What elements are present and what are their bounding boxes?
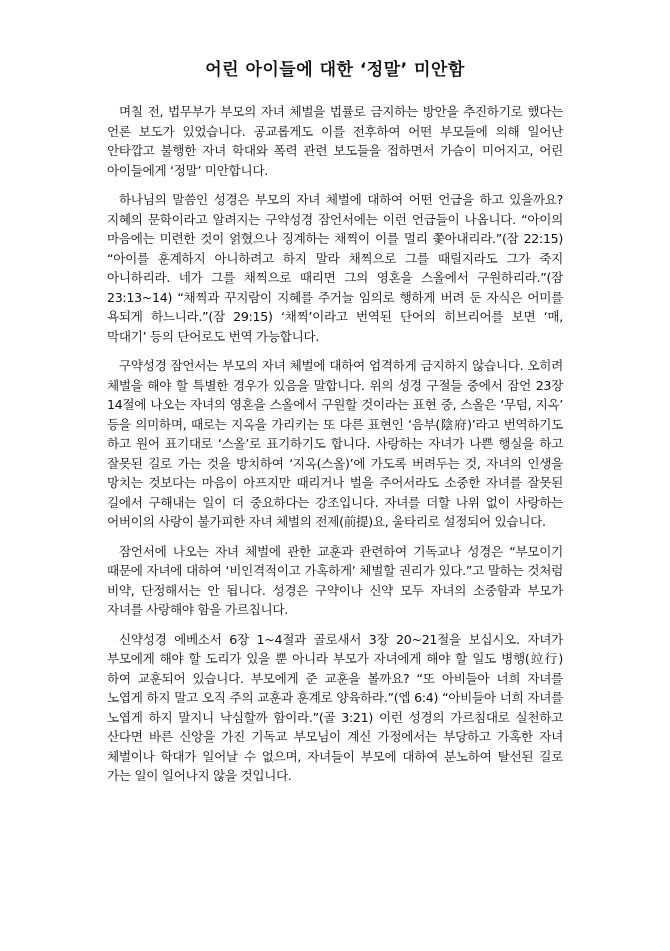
paragraph-1: 며칠 전, 법무부가 부모의 자녀 체벌을 법률로 금지하는 방안을 추진하기로 했다는 언론 보도가 있었습니다. 공교롭게도 이를 전후하여 어떤 부모들에 의해 일어난 안타깝고 불행한 자녀 학대와 폭력 관련 보도들을 접하면서 가슴이 미어지고, 어린 아이들에게 ‘정말’ 미안합니다. <box>107 104 563 178</box>
page-title: 어린 아이들에 대한 ‘정말’ 미안함 <box>205 60 465 80</box>
paragraph-5: 신약성경 에베소서 6장 1~4절과 골로새서 3장 20~21절을 보십시오. 자녀가 부모에게 해야 할 도리가 있을 뿐 아니라 부모가 자녀에게 해야 할 일도 병행(竝行)하여 교훈되어 있습니다. 부모에게 준 교훈을 볼까요? “또 아비들아 너희 자녀를 노엽게 하지 말고 오직 주의 교훈과 훈계로 양육하라.”(엡 6:4) “아비들아 너희 자녀를 노엽게 하지 말지니 낙심할까 함이라.”(골 3:21) 이런 성경의 가르침대로 실천하고 산다면 바른 신앙을 가진 기독교 부모님이 계신 가정에서는 부당하고 가혹한 자녀 체벌이나 학대가 일어날 수 없으며, 자녀들이 부모에 대하여 분노하여 탈선된 길로 가는 일이 일어나지 않을 것입니다. <box>107 631 563 783</box>
paragraph-2: 하나님의 말씀인 성경은 부모의 자녀 체벌에 대하여 어떤 언급을 하고 있을까요? 지혜의 문학이라고 알려지는 구약성경 잠언서에는 이런 언급들이 나옵니다. “아이의 마음에는 미련한 것이 얽혔으나 징계하는 채찍이 이를 멀리 쫓아내리라.”(잠 22:15) “아이를 훈계하지 아니하려고 하지 말라 채찍으로 그를 때릴지라도 그가 죽지 아니하리라. 네가 그를 채찍으로 때리면 그의 영혼을 스올에서 구원하리라.”(잠 23:13~14) “채찍과 꾸지람이 지혜를 주거늘 임의로 행하게 버려 둔 자식은 어미를 욕되게 하느니라.”(잠 29:15) ‘채찍’이라고 번역된 단어의 히브리어를 보면 ‘매, 막대기’ 등의 단어로도 번역 가능합니다. <box>107 192 563 344</box>
document-page <box>107 58 563 796</box>
paragraph-3: 구약성경 잠언서는 부모의 자녀 체벌에 대하여 엄격하게 금지하지 않습니다. 오히려 체벌을 해야 할 특별한 경우가 있음을 말합니다. 위의 성경 구절들 중에서 잠언 23장 14절에 나오는 자녀의 영혼을 스올에서 구원할 것이라는 표현 중, 스올은 ‘무덤, 지옥’ 등을 의미하며, 때로는 지옥을 가리키는 또 다른 표현인 ‘음부(陰府)’라고 번역하기도 하고 원어 표기대로 ‘스올’로 표기하기도 합니다. 사랑하는 자녀가 나쁜 행실을 하고 잘못된 길로 가는 것을 방치하여 ‘지옥(스올)’에 가도록 버려두는 것, 자녀의 인생을 망치는 것보다는 마음이 아프지만 때리거나 벌을 주어서라도 소중한 자녀를 잘못된 길에서 구해내는 일이 더 중요하다는 강조입니다. 자녀를 더할 나위 없이 사랑하는 어버이의 사랑이 불가피한 자녀 체벌의 전제(前提)요, 울타리로 설정되어 있습니다. <box>107 358 563 529</box>
paragraph-4: 잠언서에 나오는 자녀 체벌에 관한 교훈과 관련하여 기독교나 성경은 “부모이기 때문에 자녀에 대하여 ‘비인격적이고 가혹하게’ 체벌할 권리가 있다.”고 말하는 것처럼 비약, 단정해서는 안 됩니다. 성경은 구약이나 신약 모두 자녀의 소중함과 부모가 자녀를 사랑해야 함을 가르칩니다. <box>107 543 563 617</box>
